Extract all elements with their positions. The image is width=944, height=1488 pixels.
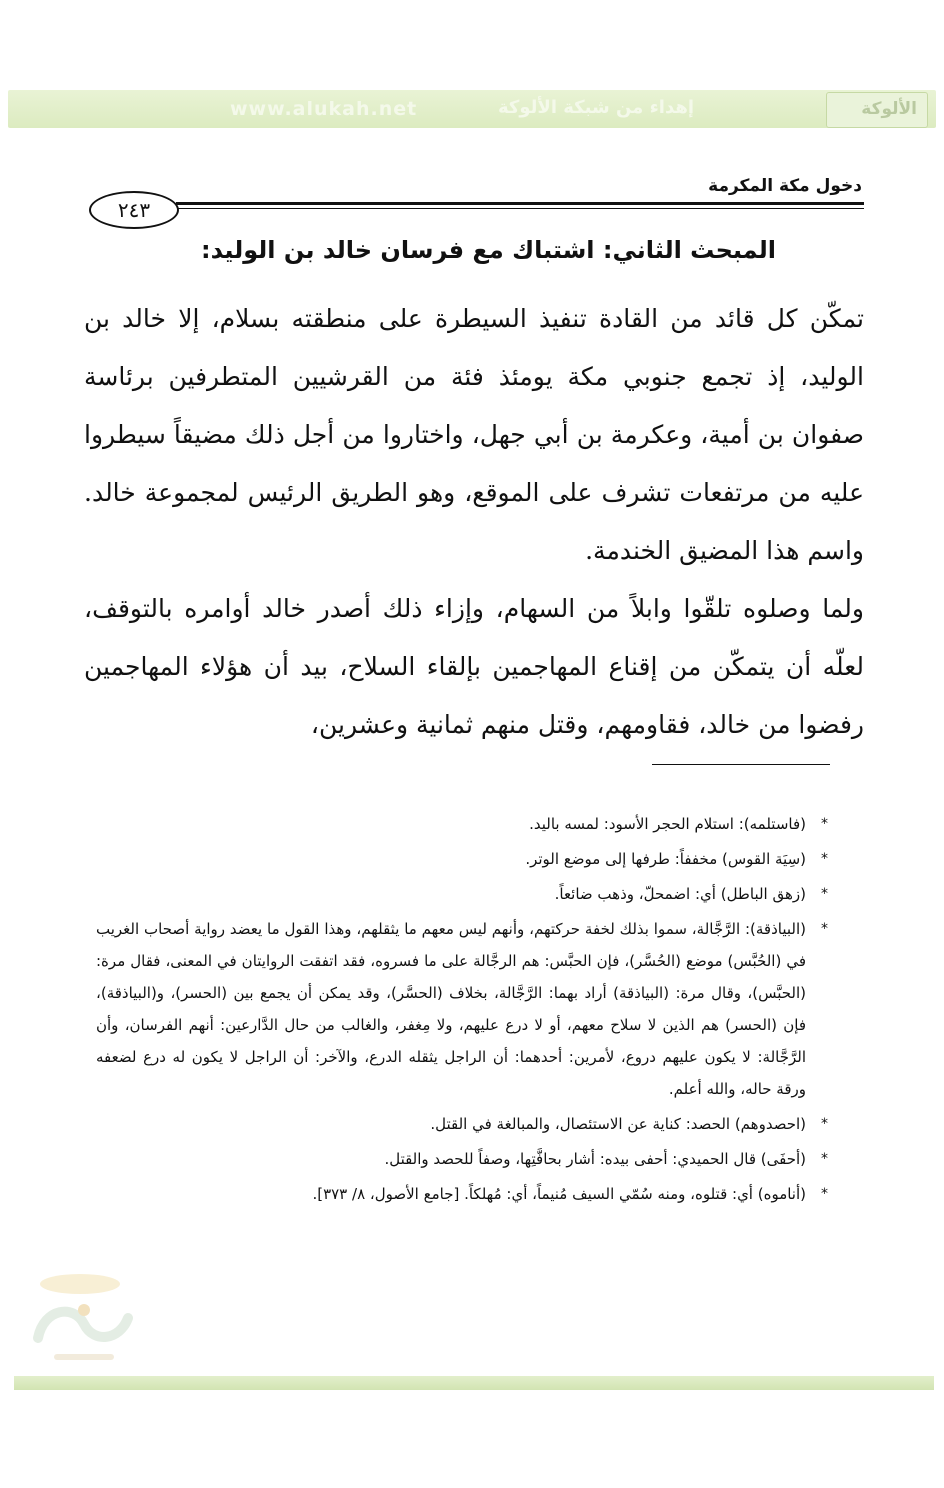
footnote <box>96 878 828 910</box>
footnote-marker: * <box>821 851 828 867</box>
footnote-separator <box>652 764 830 765</box>
banner-gift-text: إهداء من شبكة الألوكة <box>498 97 694 118</box>
footnote <box>96 1108 828 1140</box>
site-banner <box>8 90 936 128</box>
page-number: ٢٤٣ <box>89 191 179 229</box>
body-paragraph-2: ولما وصلوه تلقّوا وابلاً من السهام، وإزاء ذلك أصدر خالد أوامره بالتوقف، لعلّه أن يتمكّن من إقناع المهاجمين بإلقاء السلاح، بيد أن هؤلاء المهاجمين رفضوا من خالد، فقاومهم، وقتل منهم ثمانية وعشرين، <box>84 594 864 739</box>
footnote-marker: * <box>821 921 828 937</box>
footnote-marker: * <box>821 1116 828 1132</box>
footnote-text: (البياذقة): الرَّجَّالة، سموا بذلك لخفة حركتهم، وأنهم ليس معهم ما يثقلهم، وهذا القول ما يعضد رواية أصحاب الغريب في (الحُبَّس) موضع (الحُسَّر)، فإن الحبَّس: هم الرجَّالة على ما فسروه، فقد اتفقت الروايتان في المعنى، فقال مرة: (الحبَّس)، وقال مرة: (البياذقة) أراد بهما: الرَّجَّالة، بخلاف (الحسَّر)، وقد يمكن أن يجمع بين (الحسر)، و(البياذقة)، فإن (الحسر) هم الذين لا سلاح معهم، أو لا درع عليهم، ولا مِغفر، والغالب من حال الدَّارعين: أنهم الفرسان، وأن الرَّجَّالة: لا يكون عليهم دروع، لأمرين: أحدهما: أن الراجل يثقله الدرع، والآخر: أن الراجل لا يكون له درع لضعفه ورقة حاله، والله أعلم. <box>96 920 806 1098</box>
footnote <box>96 843 828 875</box>
footnote <box>96 1178 828 1210</box>
running-title: دخول مكة المكرمة <box>708 176 862 196</box>
footnote-text: (احصدوهم) الحصد: كناية عن الاستئصال، والمبالغة في القتل. <box>430 1115 806 1133</box>
alukah-logo <box>826 92 928 128</box>
footnote-marker: * <box>821 816 828 832</box>
footnote-text: (سِيَة القوس) مخففاً: طرفها إلى موضع الوتر. <box>525 850 806 868</box>
body-paragraph-1: تمكّن كل قائد من القادة تنفيذ السيطرة على منطقته بسلام، إلا خالد بن الوليد، إذ تجمع جنوبي مكة يومئذ فئة من القرشيين المتطرفين برئاسة صفوان بن أمية، وعكرمة بن أبي جهل، واختاروا من أجل ذلك مضيقاً سيطروا عليه من مرتفعات تشرف على الموقع، وهو الطريق الرئيس لمجموعة خالد. واسم هذا المضيق الخندمة. <box>84 304 864 565</box>
site-url[interactable]: www.alukah.net <box>230 98 418 120</box>
footer-bar <box>14 1376 934 1390</box>
footnote-marker: * <box>821 1186 828 1202</box>
header-rule-thin <box>176 208 864 209</box>
logo-text: الألوكة <box>861 99 917 119</box>
section-heading: المبحث الثاني: اشتباك مع فرسان خالد بن الوليد: <box>200 236 776 264</box>
footnote <box>96 808 828 840</box>
footnote-marker: * <box>821 1151 828 1167</box>
footnote-marker: * <box>821 886 828 902</box>
footnote-text: (زهق الباطل) أي: اضمحلّ، وذهب ضائعاً. <box>554 885 806 903</box>
footnotes <box>96 808 828 1213</box>
footnote <box>96 1143 828 1175</box>
watermark-logo <box>24 1268 142 1368</box>
footnote-text: (أحفَى) قال الحميدي: أحفى بيده: أشار بحافَّتِها، وصفاً للحصد والقتل. <box>384 1150 806 1168</box>
footnote-text: (فاستلمه): استلام الحجر الأسود: لمسه باليد. <box>529 815 806 833</box>
footnote <box>96 913 828 1105</box>
footnote-text: (أناموه) أي: قتلوه، ومنه سُمّي السيف مُنيماً، أي: مُهلكاً. [جامع الأصول، ٨/ ٣٧٣]. <box>312 1185 806 1203</box>
header-rule <box>176 202 864 205</box>
